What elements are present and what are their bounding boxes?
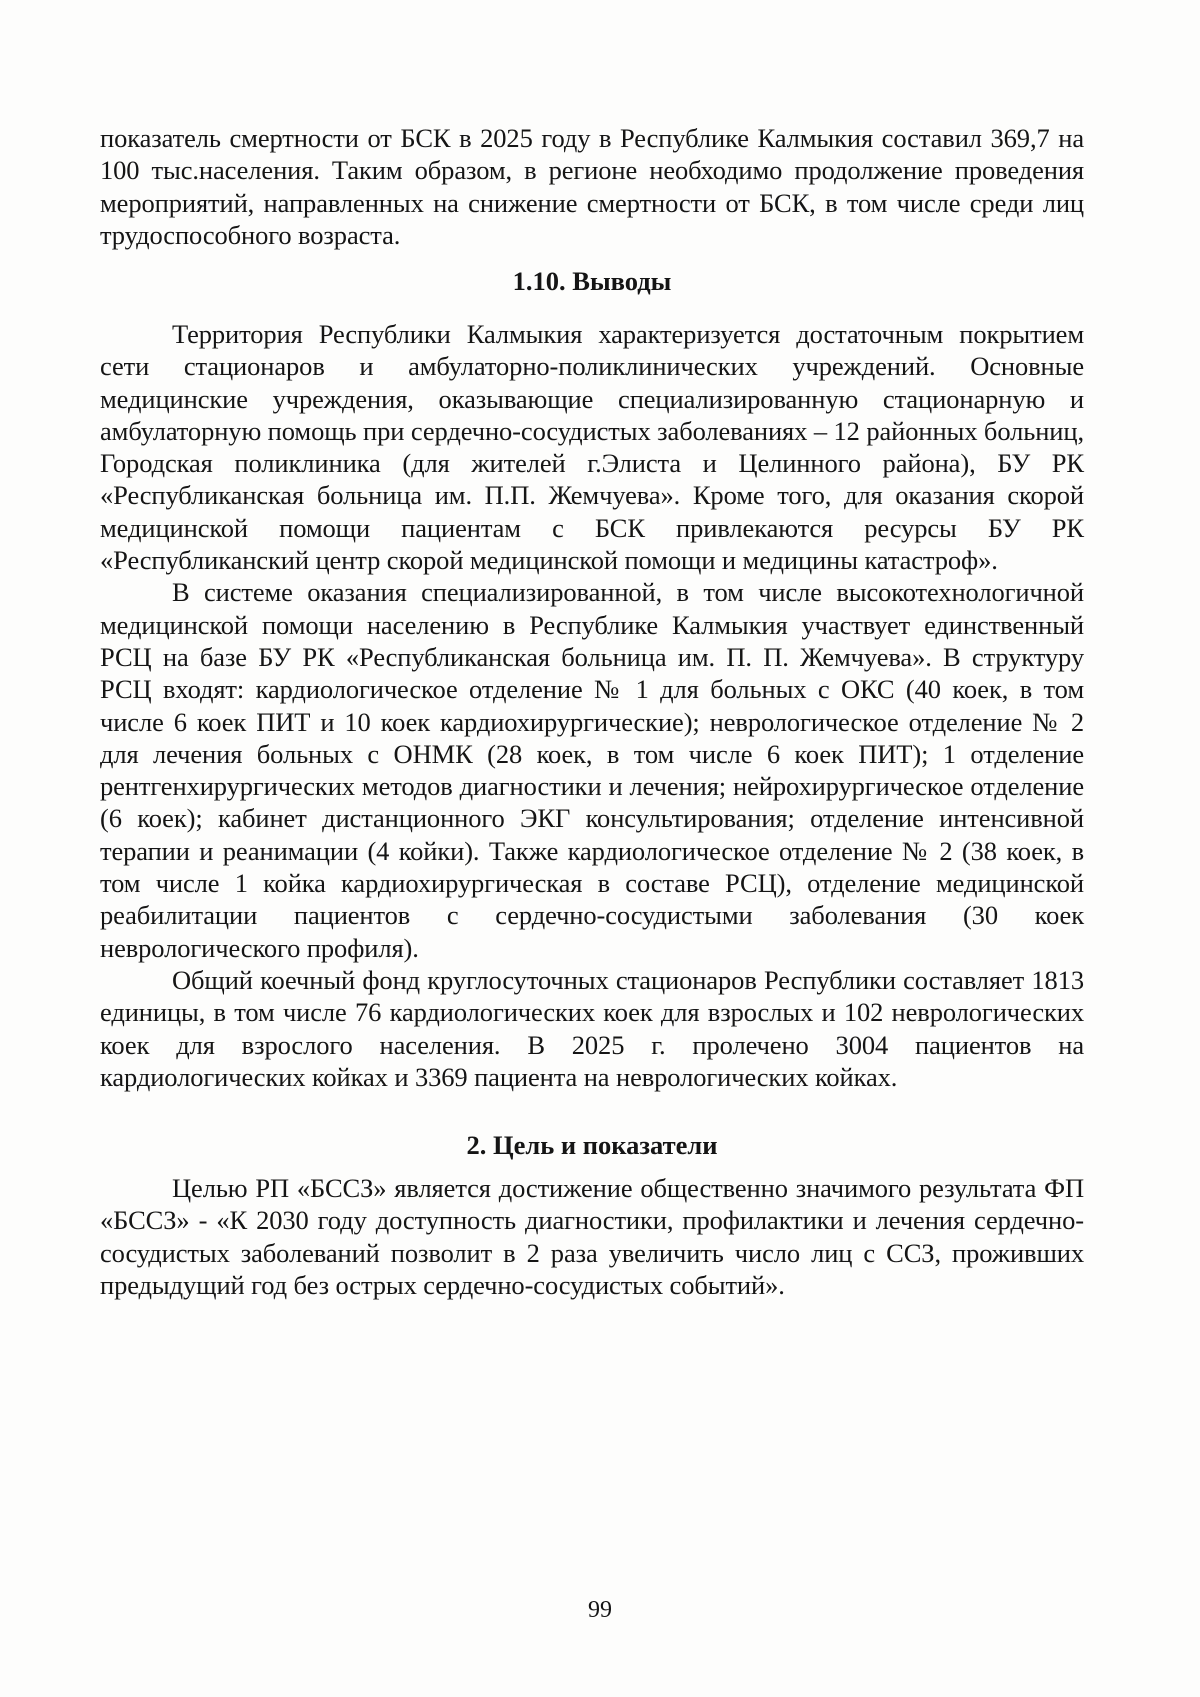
conclusions-paragraph: В системе оказания специализированной, в том числе высокотехнологичной медицинской помощи населению в Республике Калмыкия участвует единственный РСЦ на базе БУ РК «Республиканская больница им. П. П. Жемчуева». В структуру РСЦ входят: кардиологическое отделение № 1 для больных с ОКС (40 коек, в том числе 6 коек ПИТ и 10 коек кардиохирургические); неврологическое отделение № 2 для лечения больных с ОНМК (28 коек, в том числе 6 коек ПИТ); 1 отделение рентгенхирургических методов диагностики и лечения; нейрохирургическое отделение (6 коек); кабинет дистанционного ЭКГ консультирования; отделение интенсивной терапии и реанимации (4 койки). Также кардиологическое отделение № 2 (38 коек, в том числе 1 койка кардиохирургическая в составе РСЦ), отделение медицинской реабилитации пациентов с сердечно-сосудистыми заболевания (30 коек неврологического профиля). [100,577,1084,963]
goals-body [100,1172,1084,1301]
conclusions-paragraph: Общий коечный фонд круглосуточных стационаров Республики составляет 1813 единицы, в том числе 76 кардиологических коек для взрослых и 102 неврологических коек для взрослого населения. В 2025 г. пролечено 3004 пациентов на кардиологических койках и 3369 пациента на неврологических койках. [100,964,1084,1092]
intro-paragraph: показатель смертности от БСК в 2025 году в Республике Калмыкия составил 369,7 на 100 тыс.населения. Таким образом, в регионе необходимо продолжение проведения мероприятий, направленных на снижение смертности от БСК, в том числе среди лиц трудоспособного возраста. [100,123,1084,250]
conclusions-body [100,318,1084,1093]
section-heading-conclusions: 1.10. Выводы [512,266,672,296]
intro-text [100,122,1084,251]
goals-paragraph: Целью РП «БССЗ» является достижение общественно значимого результата ФП «БССЗ» - «К 2030 году доступность диагностики, профилактики и лечения сердечно-сосудистых заболеваний позволит в 2 раза увеличить число лиц с ССЗ, проживших предыдущий год без острых сердечно-сосудистых событий». [100,1173,1084,1300]
page-number: 99 [588,1597,612,1623]
section-heading-goals: 2. Цель и показатели [466,1130,718,1160]
conclusions-paragraph: Территория Республики Калмыкия характеризуется достаточным покрытием сети стационаров и амбулаторно-поликлинических учреждений. Основные медицинские учреждения, оказывающие специализированную стационарную и амбулаторную помощь при сердечно-сосудистых заболеваниях – 12 районных больниц, Городская поликлиника (для жителей г.Элиста и Целинного района), БУ РК «Республиканская больница им. П.П. Жемчуева». Кроме того, для оказания скорой медицинской помощи пациентам с БСК привлекаются ресурсы БУ РК «Республиканский центр скорой медицинской помощи и медицины катастроф». [100,319,1084,576]
